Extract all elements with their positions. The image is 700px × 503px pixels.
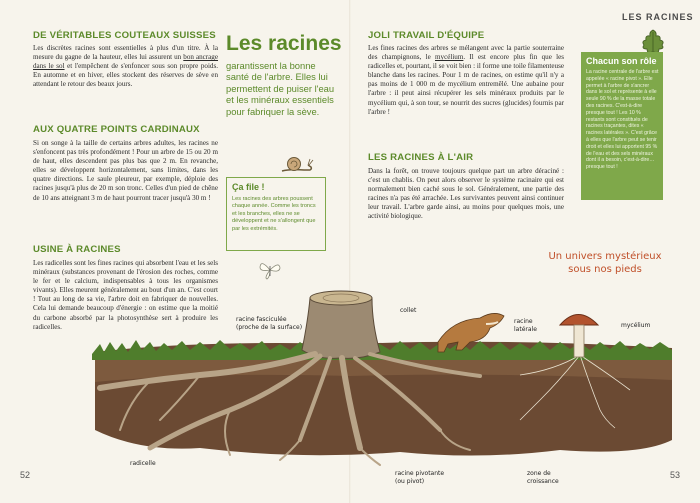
- page-subtitle: garantissent la bonne santé de l'arbre. Elles lui permettent de puiser l'eau et les minéraux essentiels pour fabriquer la sève.: [226, 60, 335, 117]
- sidebar-title: Chacun son rôle: [586, 56, 657, 66]
- ca-file-box: [226, 177, 326, 251]
- sidebar-text: La racine centrale de l'arbre est appelée « racine pivot ». Elle permet à l'arbre de s'ancrer dans le sol et représente à elle seule 90 % de la masse totale des racines. C'est-à-dire presque tout ! Les 10 % restants sont constitués de racines traçantes, dites « racines latérales ». C'est grâce à elles que l'arbre peut se tenir droit et elles lui apportent 95 % de l'eau et des sels minéraux dont il a besoin, c'est-à-dire… presque tout !: [586, 69, 659, 171]
- page-number-right: 53: [670, 470, 681, 480]
- paragraph-usine-racines: Les radicelles sont les fines racines qui absorbent l'eau et les sels minéraux (substances provenant de l'érosion des roches, comme le fer et le calcium, indispensables à tous les organismes vivants). Elles meurent généralement au bout d'un an. C'est court ! Tout au long de sa vie, l'arbre doit en fabriquer de nouvelles. Cela lui demande beaucoup d'énergie : on estime que la moitié du carbone absorbé par la photosynthèse sert à produire les radicelles.: [33, 259, 218, 331]
- heading-usine-racines: USINE À RACINES: [33, 244, 121, 255]
- paragraph-couteaux-suisses: [33, 44, 218, 89]
- label-radicelle: radicelle: [130, 460, 156, 467]
- section-header: LES RACINES: [622, 12, 694, 22]
- ca-file-text: Les racines des arbres poussent chaque année. Comme les troncs et les branches, elles ne se développent et ne s'allongent que par les extrémités.: [232, 196, 316, 232]
- label-zone-croissance: zone de croissance: [527, 470, 559, 485]
- label-collet: collet: [400, 307, 417, 314]
- text-part: Les fines racines des arbres se mélangent avec la partie souterraine des champignons, le: [368, 44, 564, 62]
- underlined-term: mycélium: [435, 53, 464, 62]
- label-mycelium: mycélium: [621, 322, 651, 329]
- roots-illustration: [0, 280, 700, 480]
- label-racine-laterale: racine latérale: [514, 318, 537, 333]
- ca-file-title: Ça file !: [232, 182, 265, 192]
- underlined-term: bon ancrage dans le sol: [33, 53, 219, 71]
- heading-couteaux-suisses: DE VÉRITABLES COUTEAUX SUISSES: [33, 30, 216, 41]
- label-racine-pivotante: racine pivotante (ou pivot): [395, 470, 445, 485]
- sidebar-chacun-son-role: [581, 52, 663, 200]
- label-racine-fasciculee: racine fasciculée (proche de la surface): [236, 316, 303, 331]
- text-part: . Il est encore plus fin que les radicelles et, pourtant, il se voit bien : il forme une toile filamenteuse blanche dans les racines. Pour 1 m de racines, on estime qu'il n'y a pas moins de 1 000 m de mycélium entremêlé. Une aubaine pour l'arbre : il peut ainsi récupérer les sels minéraux produits par le mycélium qui, à son tour, se nourrit des sucres (glucides) fournis par l'arbre !: [368, 53, 564, 116]
- paragraph-points-cardinaux: Si on songe à la taille de certains arbres adultes, les racines ne s'enfoncent pas très profondément ! Pour un arbre de 15 ou 20 m de haut, elles descendent pas plus bas que 2 m. En revanche, elles se développent horizontalement, sans limites, dans les quatre directions. Le saule pleureur, par exemple, déploie des racines jusqu'à plus de 20 m son tronc. Celles d'un pied de chêne de 10 ans atteignant 3 m de haut pourront tracer jusqu'à 30 m !: [33, 139, 218, 202]
- page-title: Les racines: [226, 32, 342, 55]
- heading-points-cardinaux: AUX QUATRE POINTS CARDINAUX: [33, 124, 200, 135]
- text-part: et l'empêchent de s'enfoncer sous son propre poids. En automne et en hiver, elles stockent des réserves de sève en attendant le retour des beaux jours.: [33, 62, 219, 89]
- paragraph-racines-air: Dans la forêt, on trouve toujours quelque part un arbre déraciné : c'est un chablis. On peut alors observer le système racinaire qui est normalement bien caché sous le sol. Généralement, une partie des racines n'a pas été arrachée. Les survivantes peuvent ainsi continuer leur travail. L'arbre garde ainsi, au moins pour quelques mois, une activité biologique.: [368, 167, 564, 221]
- text-part: Les discrètes racines sont essentielles à plus d'un titre. À la mesure du gagne de la hauteur, elles lui assurent un: [33, 44, 218, 62]
- snail-illustration: [280, 152, 314, 174]
- paragraph-joli-travail: [368, 44, 564, 117]
- butterfly-illustration: [258, 258, 282, 282]
- heading-racines-air: LES RACINES À L'AIR: [368, 152, 474, 163]
- heading-joli-travail: JOLI TRAVAIL D'ÉQUIPE: [368, 30, 485, 41]
- univers-caption: Un univers mystérieux sous nos pieds: [548, 251, 662, 275]
- page-number-left: 52: [20, 470, 31, 480]
